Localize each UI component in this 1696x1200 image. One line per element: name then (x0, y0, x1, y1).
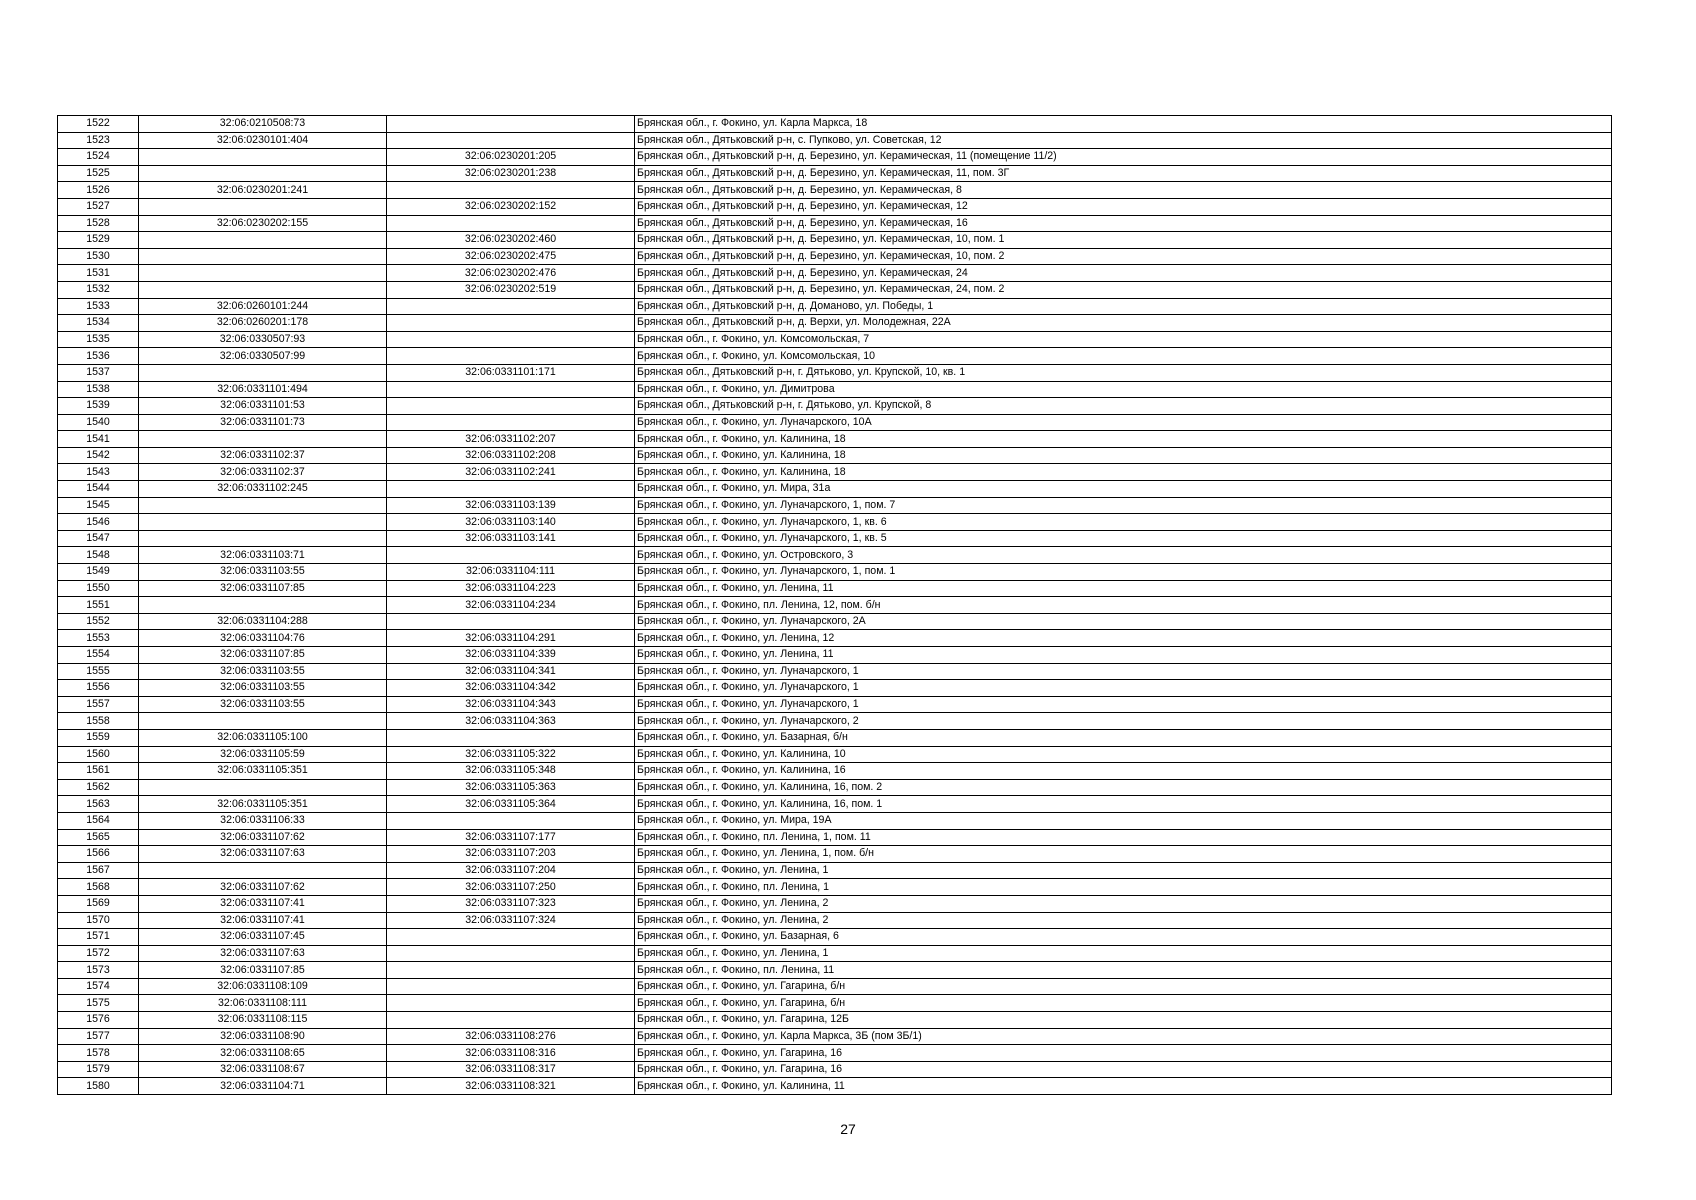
table-row (58, 464, 1612, 481)
table-row (58, 945, 1612, 962)
table-row (58, 763, 1612, 780)
address-cell: Брянская обл., Дятьковский р-н, д. Березино, ул. Керамическая, 8 (635, 182, 1612, 199)
object-cadastral-number-cell: 32:06:0331105:322 (387, 746, 635, 763)
table-row (58, 182, 1612, 199)
address-cell: Брянская обл., г. Фокино, ул. Луначарского, 1, пом. 1 (635, 564, 1612, 581)
address-cell: Брянская обл., г. Фокино, ул. Калинина, 18 (635, 431, 1612, 448)
row-number-cell: 1554 (58, 647, 139, 664)
land-cadastral-number-cell: 32:06:0210508:73 (139, 116, 387, 133)
address-cell: Брянская обл., г. Фокино, ул. Гагарина, 16 (635, 1045, 1612, 1062)
land-cadastral-number-cell (139, 713, 387, 730)
address-cell: Брянская обл., г. Фокино, ул. Островского, 3 (635, 547, 1612, 564)
land-cadastral-number-cell (139, 232, 387, 249)
land-cadastral-number-cell (139, 149, 387, 166)
row-number-cell: 1522 (58, 116, 139, 133)
table-row (58, 580, 1612, 597)
land-cadastral-number-cell (139, 165, 387, 182)
row-number-cell: 1534 (58, 315, 139, 332)
object-cadastral-number-cell (387, 481, 635, 498)
address-cell: Брянская обл., Дятьковский р-н, д. Верхи, ул. Молодежная, 22А (635, 315, 1612, 332)
table-row (58, 912, 1612, 929)
table-row (58, 829, 1612, 846)
address-cell: Брянская обл., Дятьковский р-н, д. Березино, ул. Керамическая, 24, пом. 2 (635, 281, 1612, 298)
address-cell: Брянская обл., г. Фокино, ул. Ленина, 2 (635, 895, 1612, 912)
address-cell: Брянская обл., Дятьковский р-н, д. Березино, ул. Керамическая, 11, пом. 3Г (635, 165, 1612, 182)
object-cadastral-number-cell: 32:06:0331104:223 (387, 580, 635, 597)
table-row (58, 729, 1612, 746)
land-cadastral-number-cell (139, 862, 387, 879)
table-row (58, 597, 1612, 614)
land-cadastral-number-cell: 32:06:0331104:71 (139, 1078, 387, 1095)
address-cell: Брянская обл., г. Фокино, ул. Базарная, б/н (635, 729, 1612, 746)
land-cadastral-number-cell: 32:06:0331107:41 (139, 912, 387, 929)
table-row (58, 132, 1612, 149)
row-number-cell: 1550 (58, 580, 139, 597)
row-number-cell: 1568 (58, 879, 139, 896)
row-number-cell: 1573 (58, 962, 139, 979)
table-row (58, 1061, 1612, 1078)
object-cadastral-number-cell: 32:06:0331105:364 (387, 796, 635, 813)
table-row (58, 613, 1612, 630)
row-number-cell: 1578 (58, 1045, 139, 1062)
land-cadastral-number-cell: 32:06:0331108:115 (139, 1012, 387, 1029)
row-number-cell: 1535 (58, 331, 139, 348)
row-number-cell: 1530 (58, 248, 139, 265)
address-cell: Брянская обл., г. Фокино, ул. Гагарина, 16 (635, 1061, 1612, 1078)
land-cadastral-number-cell: 32:06:0331107:62 (139, 879, 387, 896)
land-cadastral-number-cell: 32:06:0330507:93 (139, 331, 387, 348)
land-cadastral-number-cell: 32:06:0230101:404 (139, 132, 387, 149)
address-cell: Брянская обл., Дятьковский р-н, д. Доманово, ул. Победы, 1 (635, 298, 1612, 315)
table-row (58, 232, 1612, 249)
address-cell: Брянская обл., г. Фокино, ул. Ленина, 1, пом. б/н (635, 846, 1612, 863)
address-cell: Брянская обл., г. Фокино, ул. Луначарского, 1 (635, 696, 1612, 713)
object-cadastral-number-cell (387, 182, 635, 199)
table-row (58, 530, 1612, 547)
address-cell: Брянская обл., г. Фокино, ул. Мира, 31а (635, 481, 1612, 498)
row-number-cell: 1532 (58, 281, 139, 298)
table-row (58, 1012, 1612, 1029)
land-cadastral-number-cell: 32:06:0331107:85 (139, 647, 387, 664)
address-cell: Брянская обл., г. Фокино, ул. Гагарина, б/н (635, 995, 1612, 1012)
table-row (58, 348, 1612, 365)
table-row (58, 265, 1612, 282)
row-number-cell: 1556 (58, 680, 139, 697)
table-row (58, 198, 1612, 215)
object-cadastral-number-cell (387, 331, 635, 348)
table-row (58, 995, 1612, 1012)
land-cadastral-number-cell (139, 431, 387, 448)
object-cadastral-number-cell: 32:06:0331102:207 (387, 431, 635, 448)
object-cadastral-number-cell: 32:06:0331102:208 (387, 447, 635, 464)
table-row (58, 1045, 1612, 1062)
table-row (58, 746, 1612, 763)
row-number-cell: 1543 (58, 464, 139, 481)
address-cell: Брянская обл., Дятьковский р-н, д. Березино, ул. Керамическая, 12 (635, 198, 1612, 215)
address-cell: Брянская обл., г. Фокино, ул. Димитрова (635, 381, 1612, 398)
table-row (58, 846, 1612, 863)
address-cell: Брянская обл., г. Фокино, ул. Калинина, 18 (635, 464, 1612, 481)
row-number-cell: 1544 (58, 481, 139, 498)
land-cadastral-number-cell: 32:06:0331105:351 (139, 796, 387, 813)
address-cell: Брянская обл., Дятьковский р-н, д. Березино, ул. Керамическая, 10, пом. 2 (635, 248, 1612, 265)
address-cell: Брянская обл., г. Фокино, ул. Калинина, 18 (635, 447, 1612, 464)
table-row (58, 779, 1612, 796)
row-number-cell: 1552 (58, 613, 139, 630)
address-cell: Брянская обл., г. Фокино, ул. Комсомольская, 7 (635, 331, 1612, 348)
row-number-cell: 1548 (58, 547, 139, 564)
object-cadastral-number-cell: 32:06:0331105:363 (387, 779, 635, 796)
row-number-cell: 1579 (58, 1061, 139, 1078)
row-number-cell: 1538 (58, 381, 139, 398)
land-cadastral-number-cell: 32:06:0331107:85 (139, 962, 387, 979)
address-cell: Брянская обл., г. Фокино, пл. Ленина, 11 (635, 962, 1612, 979)
land-cadastral-number-cell: 32:06:0331103:55 (139, 564, 387, 581)
row-number-cell: 1541 (58, 431, 139, 448)
land-cadastral-number-cell (139, 779, 387, 796)
row-number-cell: 1558 (58, 713, 139, 730)
object-cadastral-number-cell (387, 812, 635, 829)
row-number-cell: 1560 (58, 746, 139, 763)
land-cadastral-number-cell: 32:06:0331103:55 (139, 696, 387, 713)
table-row (58, 978, 1612, 995)
land-cadastral-number-cell: 32:06:0331104:76 (139, 630, 387, 647)
object-cadastral-number-cell: 32:06:0331104:341 (387, 663, 635, 680)
row-number-cell: 1576 (58, 1012, 139, 1029)
table-row (58, 248, 1612, 265)
address-cell: Брянская обл., г. Фокино, ул. Луначарского, 1 (635, 680, 1612, 697)
address-cell: Брянская обл., г. Фокино, ул. Луначарского, 2А (635, 613, 1612, 630)
row-number-cell: 1531 (58, 265, 139, 282)
object-cadastral-number-cell: 32:06:0331105:348 (387, 763, 635, 780)
land-cadastral-number-cell: 32:06:0331101:494 (139, 381, 387, 398)
table-row (58, 862, 1612, 879)
table-row (58, 895, 1612, 912)
land-cadastral-number-cell: 32:06:0331101:53 (139, 398, 387, 415)
land-cadastral-number-cell: 32:06:0331105:59 (139, 746, 387, 763)
land-cadastral-number-cell: 32:06:0331105:351 (139, 763, 387, 780)
row-number-cell: 1528 (58, 215, 139, 232)
land-cadastral-number-cell: 32:06:0331107:45 (139, 929, 387, 946)
address-cell: Брянская обл., г. Фокино, пл. Ленина, 12, пом. б/н (635, 597, 1612, 614)
object-cadastral-number-cell: 32:06:0331108:316 (387, 1045, 635, 1062)
object-cadastral-number-cell: 32:06:0331104:234 (387, 597, 635, 614)
object-cadastral-number-cell (387, 348, 635, 365)
address-cell: Брянская обл., г. Фокино, ул. Луначарского, 10А (635, 414, 1612, 431)
address-cell: Брянская обл., Дятьковский р-н, г. Дятьково, ул. Крупской, 8 (635, 398, 1612, 415)
table-row (58, 447, 1612, 464)
land-cadastral-number-cell (139, 364, 387, 381)
object-cadastral-number-cell (387, 962, 635, 979)
row-number-cell: 1572 (58, 945, 139, 962)
row-number-cell: 1533 (58, 298, 139, 315)
table-row (58, 497, 1612, 514)
row-number-cell: 1536 (58, 348, 139, 365)
object-cadastral-number-cell (387, 398, 635, 415)
address-cell: Брянская обл., Дятьковский р-н, д. Березино, ул. Керамическая, 11 (помещение 11/2) (635, 149, 1612, 166)
object-cadastral-number-cell (387, 298, 635, 315)
land-cadastral-number-cell: 32:06:0331108:109 (139, 978, 387, 995)
table-row (58, 713, 1612, 730)
table-row (58, 879, 1612, 896)
object-cadastral-number-cell: 32:06:0331107:323 (387, 895, 635, 912)
address-cell: Брянская обл., г. Фокино, ул. Луначарского, 2 (635, 713, 1612, 730)
row-number-cell: 1575 (58, 995, 139, 1012)
table-row (58, 116, 1612, 133)
table-row (58, 929, 1612, 946)
address-cell: Брянская обл., г. Фокино, ул. Калинина, 16, пом. 1 (635, 796, 1612, 813)
land-cadastral-number-cell: 32:06:0331105:100 (139, 729, 387, 746)
object-cadastral-number-cell: 32:06:0331102:241 (387, 464, 635, 481)
object-cadastral-number-cell (387, 613, 635, 630)
object-cadastral-number-cell: 32:06:0331104:291 (387, 630, 635, 647)
table-row (58, 165, 1612, 182)
object-cadastral-number-cell: 32:06:0331103:139 (387, 497, 635, 514)
object-cadastral-number-cell (387, 414, 635, 431)
object-cadastral-number-cell: 32:06:0230202:476 (387, 265, 635, 282)
address-cell: Брянская обл., г. Фокино, ул. Мира, 19А (635, 812, 1612, 829)
object-cadastral-number-cell: 32:06:0331101:171 (387, 364, 635, 381)
address-cell: Брянская обл., г. Фокино, ул. Карла Маркса, 18 (635, 116, 1612, 133)
address-cell: Брянская обл., г. Фокино, ул. Луначарского, 1, кв. 5 (635, 530, 1612, 547)
table-row (58, 812, 1612, 829)
object-cadastral-number-cell: 32:06:0331108:321 (387, 1078, 635, 1095)
address-cell: Брянская обл., г. Фокино, ул. Ленина, 11 (635, 647, 1612, 664)
row-number-cell: 1529 (58, 232, 139, 249)
land-cadastral-number-cell: 32:06:0331103:71 (139, 547, 387, 564)
table-row (58, 281, 1612, 298)
row-number-cell: 1569 (58, 895, 139, 912)
object-cadastral-number-cell (387, 729, 635, 746)
object-cadastral-number-cell: 32:06:0230201:238 (387, 165, 635, 182)
row-number-cell: 1555 (58, 663, 139, 680)
cadastral-table (57, 115, 1612, 1095)
row-number-cell: 1577 (58, 1028, 139, 1045)
row-number-cell: 1549 (58, 564, 139, 581)
object-cadastral-number-cell (387, 547, 635, 564)
table-row (58, 630, 1612, 647)
table-row (58, 364, 1612, 381)
land-cadastral-number-cell: 32:06:0330507:99 (139, 348, 387, 365)
row-number-cell: 1542 (58, 447, 139, 464)
row-number-cell: 1540 (58, 414, 139, 431)
row-number-cell: 1526 (58, 182, 139, 199)
address-cell: Брянская обл., Дятьковский р-н, с. Пупково, ул. Советская, 12 (635, 132, 1612, 149)
table-row (58, 696, 1612, 713)
land-cadastral-number-cell: 32:06:0331106:33 (139, 812, 387, 829)
table-row (58, 680, 1612, 697)
table-row (58, 564, 1612, 581)
land-cadastral-number-cell: 32:06:0260201:178 (139, 315, 387, 332)
object-cadastral-number-cell: 32:06:0331104:343 (387, 696, 635, 713)
object-cadastral-number-cell (387, 315, 635, 332)
land-cadastral-number-cell (139, 265, 387, 282)
address-cell: Брянская обл., г. Фокино, ул. Луначарского, 1, пом. 7 (635, 497, 1612, 514)
land-cadastral-number-cell: 32:06:0331107:41 (139, 895, 387, 912)
row-number-cell: 1539 (58, 398, 139, 415)
table-row (58, 547, 1612, 564)
row-number-cell: 1570 (58, 912, 139, 929)
object-cadastral-number-cell: 32:06:0331103:140 (387, 514, 635, 531)
row-number-cell: 1561 (58, 763, 139, 780)
row-number-cell: 1571 (58, 929, 139, 946)
table-row (58, 398, 1612, 415)
table-row (58, 215, 1612, 232)
object-cadastral-number-cell: 32:06:0331104:342 (387, 680, 635, 697)
row-number-cell: 1547 (58, 530, 139, 547)
table-row (58, 431, 1612, 448)
land-cadastral-number-cell (139, 198, 387, 215)
row-number-cell: 1523 (58, 132, 139, 149)
object-cadastral-number-cell (387, 381, 635, 398)
object-cadastral-number-cell: 32:06:0230202:152 (387, 198, 635, 215)
object-cadastral-number-cell: 32:06:0230201:205 (387, 149, 635, 166)
row-number-cell: 1567 (58, 862, 139, 879)
row-number-cell: 1545 (58, 497, 139, 514)
row-number-cell: 1537 (58, 364, 139, 381)
land-cadastral-number-cell: 32:06:0260101:244 (139, 298, 387, 315)
address-cell: Брянская обл., Дятьковский р-н, д. Березино, ул. Керамическая, 10, пом. 1 (635, 232, 1612, 249)
address-cell: Брянская обл., г. Фокино, ул. Ленина, 11 (635, 580, 1612, 597)
object-cadastral-number-cell: 32:06:0331107:203 (387, 846, 635, 863)
address-cell: Брянская обл., г. Фокино, ул. Калинина, 16 (635, 763, 1612, 780)
address-cell: Брянская обл., г. Фокино, ул. Калинина, 11 (635, 1078, 1612, 1095)
object-cadastral-number-cell (387, 116, 635, 133)
address-cell: Брянская обл., г. Фокино, ул. Ленина, 12 (635, 630, 1612, 647)
land-cadastral-number-cell: 32:06:0331103:55 (139, 663, 387, 680)
land-cadastral-number-cell: 32:06:0331108:67 (139, 1061, 387, 1078)
object-cadastral-number-cell (387, 929, 635, 946)
address-cell: Брянская обл., г. Фокино, ул. Комсомольская, 10 (635, 348, 1612, 365)
table-row (58, 381, 1612, 398)
row-number-cell: 1524 (58, 149, 139, 166)
land-cadastral-number-cell (139, 497, 387, 514)
land-cadastral-number-cell (139, 248, 387, 265)
row-number-cell: 1557 (58, 696, 139, 713)
table-row (58, 647, 1612, 664)
row-number-cell: 1566 (58, 846, 139, 863)
land-cadastral-number-cell (139, 281, 387, 298)
table-row (58, 481, 1612, 498)
row-number-cell: 1546 (58, 514, 139, 531)
land-cadastral-number-cell: 32:06:0331107:63 (139, 945, 387, 962)
address-cell: Брянская обл., г. Фокино, ул. Гагарина, б/н (635, 978, 1612, 995)
land-cadastral-number-cell: 32:06:0331108:111 (139, 995, 387, 1012)
address-cell: Брянская обл., Дятьковский р-н, д. Березино, ул. Керамическая, 16 (635, 215, 1612, 232)
row-number-cell: 1565 (58, 829, 139, 846)
table-row (58, 796, 1612, 813)
object-cadastral-number-cell: 32:06:0230202:460 (387, 232, 635, 249)
land-cadastral-number-cell: 32:06:0331102:37 (139, 447, 387, 464)
land-cadastral-number-cell: 32:06:0331107:62 (139, 829, 387, 846)
object-cadastral-number-cell: 32:06:0331108:276 (387, 1028, 635, 1045)
land-cadastral-number-cell: 32:06:0331107:63 (139, 846, 387, 863)
address-cell: Брянская обл., г. Фокино, ул. Калинина, 16, пом. 2 (635, 779, 1612, 796)
object-cadastral-number-cell (387, 978, 635, 995)
object-cadastral-number-cell: 32:06:0331103:141 (387, 530, 635, 547)
row-number-cell: 1559 (58, 729, 139, 746)
object-cadastral-number-cell: 32:06:0331107:324 (387, 912, 635, 929)
table-row (58, 331, 1612, 348)
land-cadastral-number-cell: 32:06:0331103:55 (139, 680, 387, 697)
address-cell: Брянская обл., Дятьковский р-н, г. Дятьково, ул. Крупской, 10, кв. 1 (635, 364, 1612, 381)
address-cell: Брянская обл., г. Фокино, пл. Ленина, 1, пом. 11 (635, 829, 1612, 846)
land-cadastral-number-cell: 32:06:0331102:37 (139, 464, 387, 481)
object-cadastral-number-cell: 32:06:0331108:317 (387, 1061, 635, 1078)
address-cell: Брянская обл., г. Фокино, ул. Калинина, 10 (635, 746, 1612, 763)
object-cadastral-number-cell: 32:06:0331104:339 (387, 647, 635, 664)
row-number-cell: 1525 (58, 165, 139, 182)
address-cell: Брянская обл., г. Фокино, ул. Базарная, 6 (635, 929, 1612, 946)
row-number-cell: 1563 (58, 796, 139, 813)
page-number: 27 (840, 1121, 856, 1137)
address-cell: Брянская обл., Дятьковский р-н, д. Березино, ул. Керамическая, 24 (635, 265, 1612, 282)
land-cadastral-number-cell (139, 514, 387, 531)
object-cadastral-number-cell: 32:06:0331107:250 (387, 879, 635, 896)
object-cadastral-number-cell: 32:06:0331107:177 (387, 829, 635, 846)
land-cadastral-number-cell: 32:06:0331108:90 (139, 1028, 387, 1045)
object-cadastral-number-cell: 32:06:0331104:363 (387, 713, 635, 730)
land-cadastral-number-cell (139, 597, 387, 614)
address-cell: Брянская обл., г. Фокино, пл. Ленина, 1 (635, 879, 1612, 896)
address-cell: Брянская обл., г. Фокино, ул. Ленина, 1 (635, 945, 1612, 962)
object-cadastral-number-cell: 32:06:0230202:519 (387, 281, 635, 298)
land-cadastral-number-cell: 32:06:0331108:65 (139, 1045, 387, 1062)
object-cadastral-number-cell: 32:06:0331107:204 (387, 862, 635, 879)
table-row (58, 315, 1612, 332)
table-row (58, 663, 1612, 680)
land-cadastral-number-cell: 32:06:0331102:245 (139, 481, 387, 498)
table-row (58, 298, 1612, 315)
table-row (58, 514, 1612, 531)
land-cadastral-number-cell: 32:06:0230202:155 (139, 215, 387, 232)
row-number-cell: 1551 (58, 597, 139, 614)
table-body (58, 116, 1612, 1095)
row-number-cell: 1553 (58, 630, 139, 647)
address-cell: Брянская обл., г. Фокино, ул. Гагарина, 12Б (635, 1012, 1612, 1029)
table-row (58, 414, 1612, 431)
land-cadastral-number-cell (139, 530, 387, 547)
address-cell: Брянская обл., г. Фокино, ул. Луначарского, 1, кв. 6 (635, 514, 1612, 531)
address-cell: Брянская обл., г. Фокино, ул. Ленина, 1 (635, 862, 1612, 879)
row-number-cell: 1562 (58, 779, 139, 796)
table-row (58, 1028, 1612, 1045)
land-cadastral-number-cell: 32:06:0230201:241 (139, 182, 387, 199)
object-cadastral-number-cell (387, 945, 635, 962)
object-cadastral-number-cell (387, 215, 635, 232)
object-cadastral-number-cell (387, 132, 635, 149)
object-cadastral-number-cell: 32:06:0331104:111 (387, 564, 635, 581)
address-cell: Брянская обл., г. Фокино, ул. Карла Маркса, 3Б (пом 3Б/1) (635, 1028, 1612, 1045)
land-cadastral-number-cell: 32:06:0331101:73 (139, 414, 387, 431)
row-number-cell: 1564 (58, 812, 139, 829)
object-cadastral-number-cell (387, 995, 635, 1012)
table-row (58, 149, 1612, 166)
address-cell: Брянская обл., г. Фокино, ул. Луначарского, 1 (635, 663, 1612, 680)
address-cell: Брянская обл., г. Фокино, ул. Ленина, 2 (635, 912, 1612, 929)
row-number-cell: 1580 (58, 1078, 139, 1095)
row-number-cell: 1527 (58, 198, 139, 215)
land-cadastral-number-cell: 32:06:0331107:85 (139, 580, 387, 597)
object-cadastral-number-cell: 32:06:0230202:475 (387, 248, 635, 265)
table-row (58, 1078, 1612, 1095)
object-cadastral-number-cell (387, 1012, 635, 1029)
table-row (58, 962, 1612, 979)
row-number-cell: 1574 (58, 978, 139, 995)
land-cadastral-number-cell: 32:06:0331104:288 (139, 613, 387, 630)
